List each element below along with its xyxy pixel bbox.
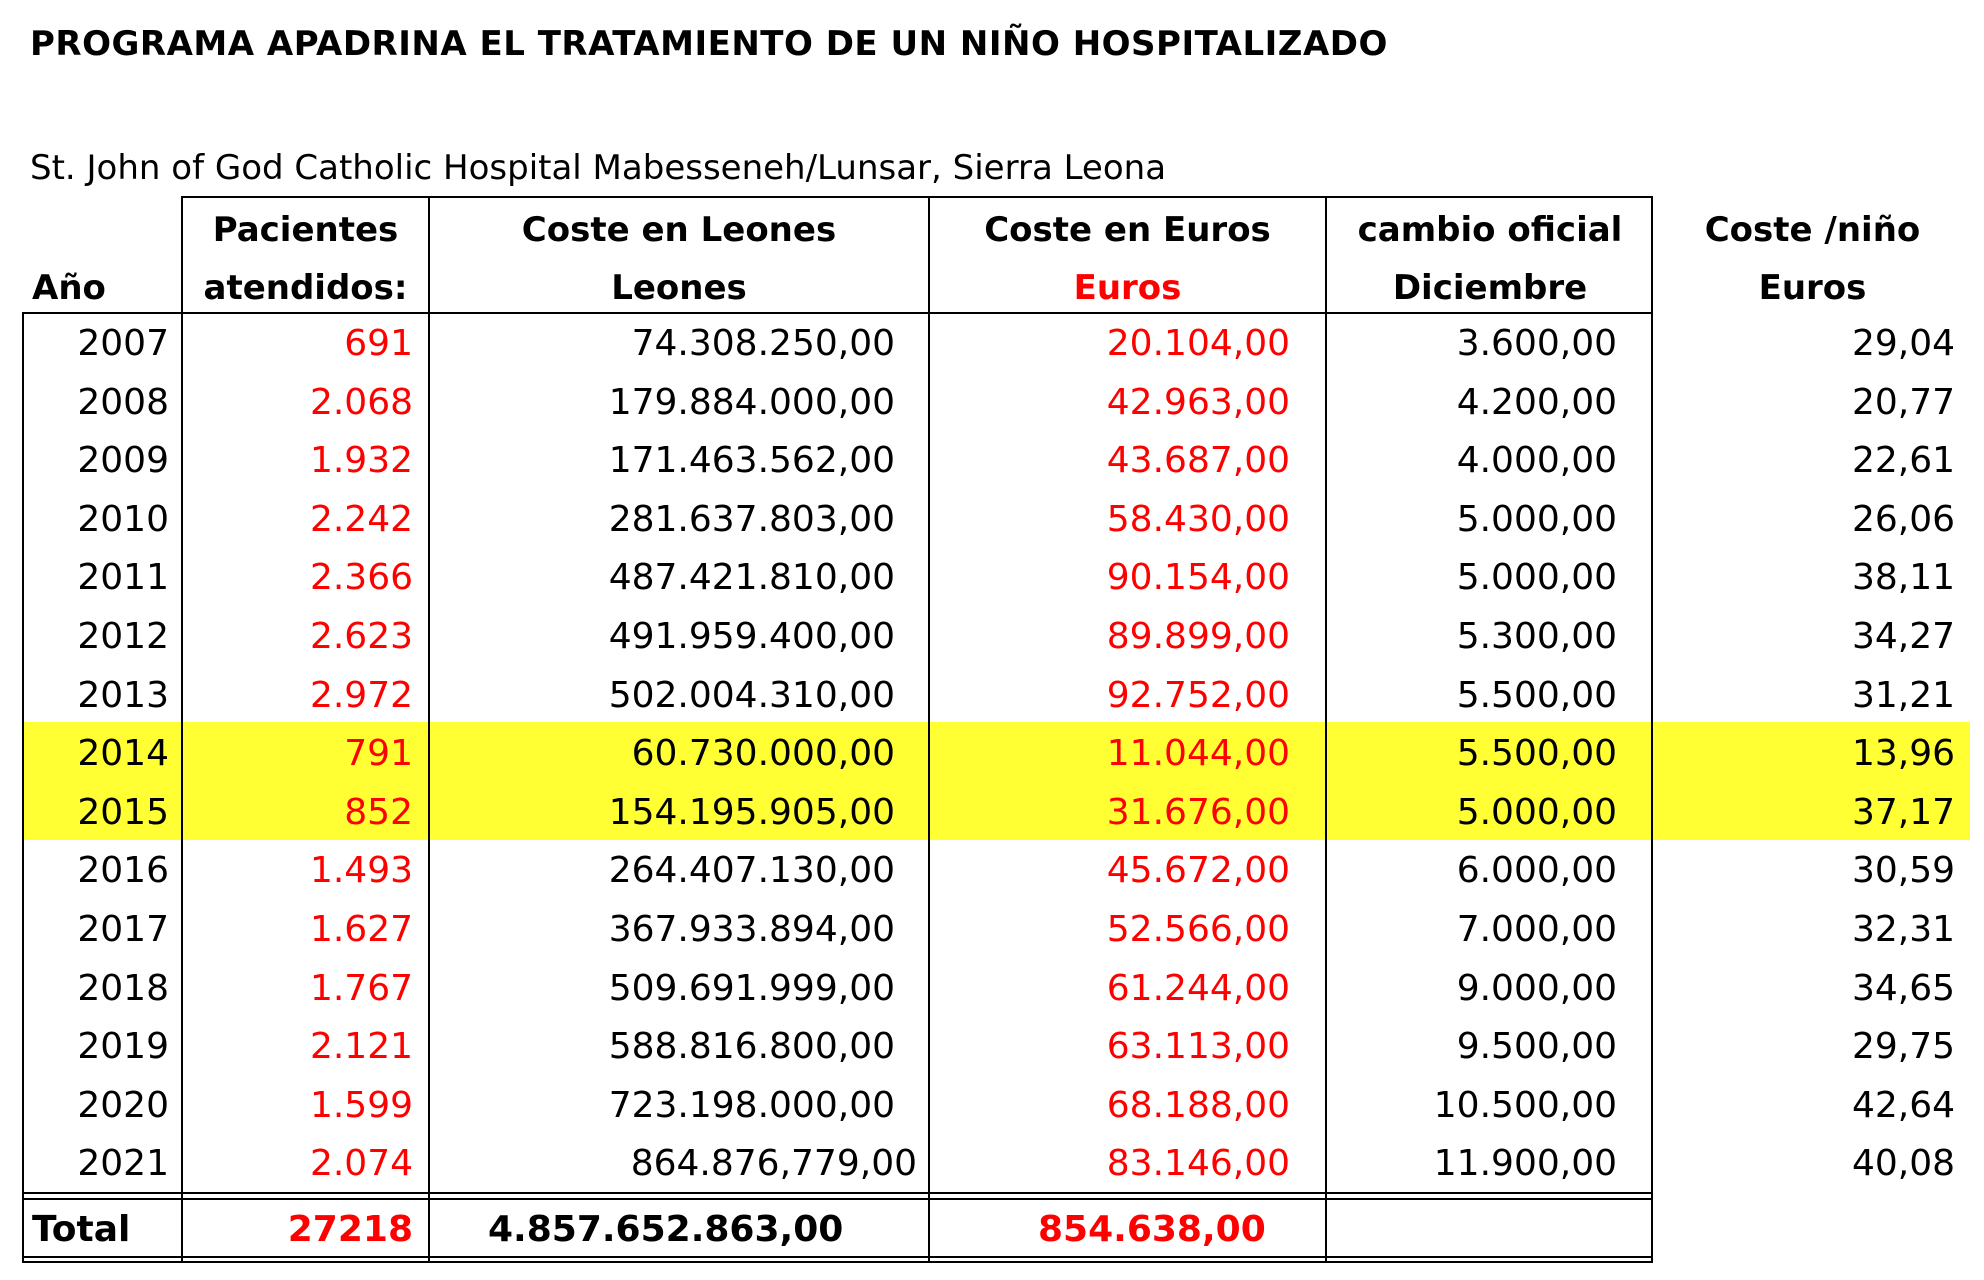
cell-pacientes: 2.972: [309, 675, 413, 716]
cell-pacientes: 1.627: [309, 909, 413, 950]
cell-pacientes: 2.366: [309, 557, 413, 598]
grid-line: [22, 312, 1653, 314]
cell-coste-nino: 37,17: [1851, 792, 1955, 833]
cell-leones: 864.876,779,00: [630, 1143, 917, 1184]
cell-euros: 92.752,00: [1106, 675, 1290, 716]
total-label: Total: [32, 1209, 131, 1250]
grid-line: [181, 196, 1653, 198]
header-leones-line2: Leones: [611, 268, 747, 308]
cell-pacientes: 2.121: [309, 1026, 413, 1067]
cell-leones: 491.959.400,00: [608, 616, 895, 657]
cell-coste-nino: 29,75: [1851, 1026, 1955, 1067]
cell-euros: 68.188,00: [1106, 1085, 1290, 1126]
cell-pacientes: 691: [344, 323, 413, 364]
cell-leones: 74.308.250,00: [631, 323, 895, 364]
header-cambio-line2: Diciembre: [1392, 268, 1588, 308]
cell-cambio: 3.600,00: [1456, 323, 1617, 364]
cell-leones: 588.816.800,00: [608, 1026, 895, 1067]
total-leones: 4.857.652.863,00: [488, 1209, 844, 1250]
header-euros-line2: Euros: [1073, 268, 1182, 308]
cell-euros: 58.430,00: [1106, 499, 1290, 540]
cell-euros: 63.113,00: [1106, 1026, 1290, 1067]
header-leones-line1: Coste en Leones: [521, 210, 837, 250]
cell-year: 2019: [77, 1026, 169, 1067]
cell-euros: 61.244,00: [1106, 968, 1290, 1009]
cell-year: 2017: [77, 909, 169, 950]
cell-euros: 11.044,00: [1106, 733, 1290, 774]
cell-coste-nino: 22,61: [1851, 440, 1955, 481]
cell-cambio: 5.300,00: [1456, 616, 1617, 657]
cell-coste-nino: 20,77: [1851, 382, 1955, 423]
cell-cambio: 7.000,00: [1456, 909, 1617, 950]
cell-euros: 20.104,00: [1106, 323, 1290, 364]
header-anio: Año: [32, 268, 106, 308]
header-coste-nino-line2: Euros: [1758, 268, 1867, 308]
cell-pacientes: 1.932: [309, 440, 413, 481]
cell-pacientes: 2.623: [309, 616, 413, 657]
header-pacientes-line2: atendidos:: [203, 268, 408, 308]
page-title: PROGRAMA APADRINA EL TRATAMIENTO DE UN NIÑO HOSPITALIZADO: [30, 24, 1388, 64]
hospital-subtitle: St. John of God Catholic Hospital Mabesseneh/Lunsar, Sierra Leona: [30, 148, 1167, 188]
grid-line: [22, 1256, 1653, 1258]
cell-coste-nino: 42,64: [1851, 1085, 1955, 1126]
cell-coste-nino: 32,31: [1851, 909, 1955, 950]
cell-euros: 43.687,00: [1106, 440, 1290, 481]
cell-year: 2016: [77, 850, 169, 891]
cell-pacientes: 852: [344, 792, 413, 833]
total-pacientes: 27218: [287, 1209, 413, 1250]
cell-leones: 509.691.999,00: [608, 968, 895, 1009]
cell-cambio: 5.500,00: [1456, 675, 1617, 716]
cell-euros: 89.899,00: [1106, 616, 1290, 657]
cell-cambio: 6.000,00: [1456, 850, 1617, 891]
cell-leones: 502.004.310,00: [608, 675, 895, 716]
cell-year: 2011: [77, 557, 169, 598]
cell-leones: 179.884.000,00: [608, 382, 895, 423]
cell-euros: 83.146,00: [1106, 1143, 1290, 1184]
cell-cambio: 9.000,00: [1456, 968, 1617, 1009]
cell-cambio: 5.000,00: [1456, 499, 1617, 540]
cell-year: 2010: [77, 499, 169, 540]
cell-coste-nino: 34,65: [1851, 968, 1955, 1009]
cell-cambio: 10.500,00: [1433, 1085, 1617, 1126]
cell-cambio: 9.500,00: [1456, 1026, 1617, 1067]
cell-cambio: 4.000,00: [1456, 440, 1617, 481]
cell-leones: 487.421.810,00: [608, 557, 895, 598]
cell-year: 2018: [77, 968, 169, 1009]
header-euros-line1: Coste en Euros: [984, 210, 1271, 250]
cell-year: 2009: [77, 440, 169, 481]
cell-cambio: 5.000,00: [1456, 557, 1617, 598]
cell-year: 2013: [77, 675, 169, 716]
total-euros: 854.638,00: [1038, 1209, 1266, 1250]
header-pacientes-line1: Pacientes: [212, 210, 399, 250]
cell-euros: 45.672,00: [1106, 850, 1290, 891]
cell-pacientes: 1.599: [309, 1085, 413, 1126]
cell-pacientes: 1.767: [309, 968, 413, 1009]
cell-pacientes: 791: [344, 733, 413, 774]
cell-year: 2021: [77, 1143, 169, 1184]
cell-leones: 154.195.905,00: [608, 792, 895, 833]
header-coste-nino-line1: Coste /niño: [1704, 210, 1921, 250]
cell-year: 2008: [77, 382, 169, 423]
cell-cambio: 4.200,00: [1456, 382, 1617, 423]
cell-year: 2012: [77, 616, 169, 657]
cell-year: 2015: [77, 792, 169, 833]
cell-year: 2020: [77, 1085, 169, 1126]
cell-leones: 367.933.894,00: [608, 909, 895, 950]
cell-coste-nino: 31,21: [1851, 675, 1955, 716]
cell-coste-nino: 26,06: [1851, 499, 1955, 540]
cell-euros: 52.566,00: [1106, 909, 1290, 950]
cell-coste-nino: 38,11: [1851, 557, 1955, 598]
cell-pacientes: 1.493: [309, 850, 413, 891]
cell-leones: 171.463.562,00: [608, 440, 895, 481]
cell-year: 2007: [77, 323, 169, 364]
cell-coste-nino: 30,59: [1851, 850, 1955, 891]
cell-leones: 723.198.000,00: [608, 1085, 895, 1126]
cell-pacientes: 2.068: [309, 382, 413, 423]
cell-coste-nino: 40,08: [1851, 1143, 1955, 1184]
cell-pacientes: 2.074: [309, 1143, 413, 1184]
cell-coste-nino: 34,27: [1851, 616, 1955, 657]
cell-cambio: 11.900,00: [1433, 1143, 1617, 1184]
cell-leones: 264.407.130,00: [608, 850, 895, 891]
cell-year: 2014: [77, 733, 169, 774]
cell-leones: 60.730.000,00: [631, 733, 895, 774]
cell-cambio: 5.500,00: [1456, 733, 1617, 774]
grid-line: [22, 1261, 1653, 1263]
cell-euros: 42.963,00: [1106, 382, 1290, 423]
cell-coste-nino: 29,04: [1851, 323, 1955, 364]
grid-line: [22, 1192, 1653, 1194]
grid-line: [1651, 196, 1653, 1262]
cell-euros: 31.676,00: [1106, 792, 1290, 833]
grid-line: [22, 1198, 1653, 1200]
header-cambio-line1: cambio oficial: [1357, 210, 1623, 250]
cell-cambio: 5.000,00: [1456, 792, 1617, 833]
cell-coste-nino: 13,96: [1851, 733, 1955, 774]
cell-pacientes: 2.242: [309, 499, 413, 540]
cell-leones: 281.637.803,00: [608, 499, 895, 540]
cell-euros: 90.154,00: [1106, 557, 1290, 598]
